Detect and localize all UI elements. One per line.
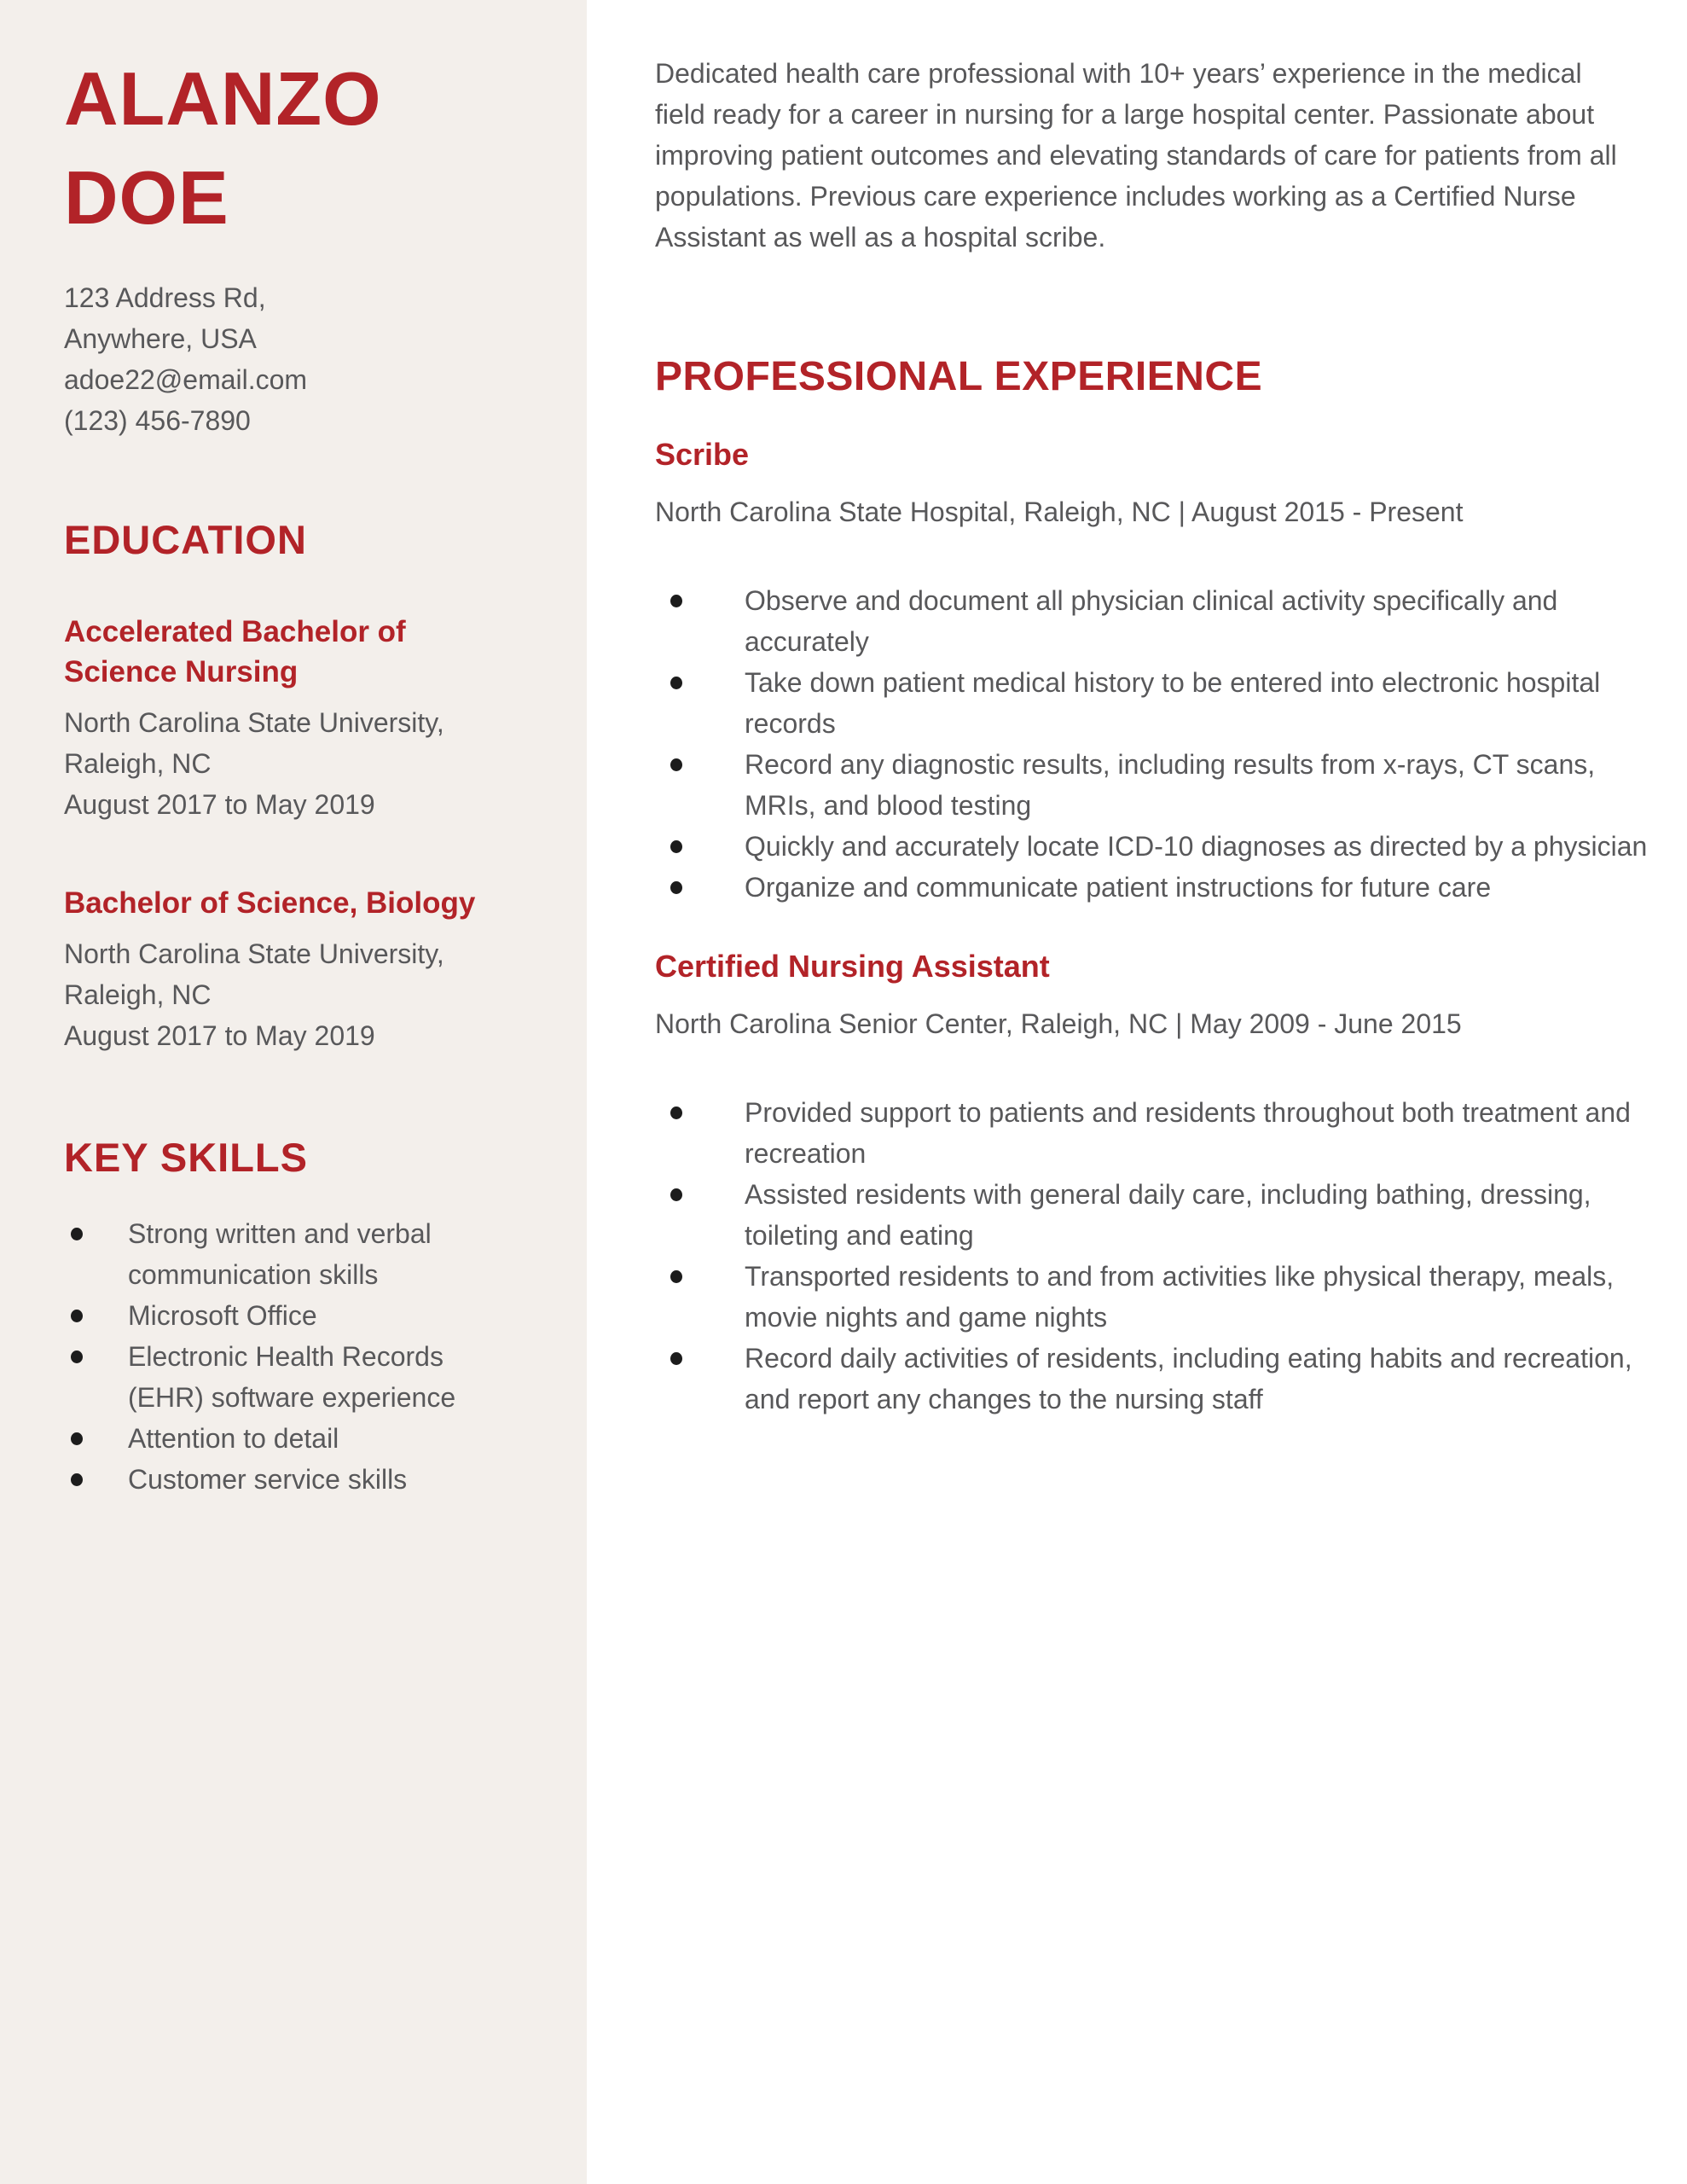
skill-text: Attention to detail — [128, 1423, 339, 1454]
education-dates: August 2017 to May 2019 — [64, 789, 375, 820]
contact-block — [64, 277, 540, 441]
school-name: North Carolina State University, — [64, 938, 444, 969]
list-item — [64, 1459, 495, 1500]
key-skills-heading: KEY SKILLS — [64, 1135, 308, 1180]
job-company-dates: North Carolina State Hospital, Raleigh, NC | August 2015 - Present — [655, 497, 1464, 527]
address-line-1: 123 Address Rd, — [64, 282, 266, 313]
education-dates: August 2017 to May 2019 — [64, 1020, 375, 1051]
duty-text: Record any diagnostic results, including results from x-rays, CT scans, MRIs, and blood testing — [745, 749, 1596, 821]
education-details — [64, 702, 540, 825]
job-company-dates: North Carolina Senior Center, Raleigh, NC | May 2009 - June 2015 — [655, 1008, 1462, 1039]
degree-title: Accelerated Bachelor of Science Nursing — [64, 615, 406, 688]
email-text: adoe22@email.com — [64, 364, 308, 395]
list-item — [655, 580, 1653, 662]
sidebar — [0, 0, 587, 2184]
duty-text: Record daily activities of residents, including eating habits and recreation, and report any changes to the nursing staff — [745, 1343, 1632, 1414]
duty-text: Take down patient medical history to be entered into electronic hospital records — [745, 667, 1601, 739]
bullet-dot-icon — [670, 1352, 682, 1365]
duty-text: Provided support to patients and residents throughout both treatment and recreation — [745, 1097, 1631, 1169]
bullet-dot-icon — [670, 840, 682, 853]
education-entry — [64, 612, 540, 825]
job-duty-list — [655, 580, 1653, 908]
professional-summary: Dedicated health care professional with 10+ years’ experience in the medical field ready for a career in nursing for a large hospital center. Passionate about improving patient outcomes and elevating standards of care for patients from all populations. Previous care experience includes working as a Certified Nurse Assistant as well as a hospital scribe. — [655, 58, 1617, 253]
list-item — [655, 867, 1653, 908]
list-item — [655, 662, 1653, 744]
job-entry — [655, 947, 1653, 1420]
list-item — [64, 1418, 495, 1459]
bullet-dot-icon — [670, 758, 682, 771]
duty-text: Observe and document all physician clinical activity specifically and accurately — [745, 585, 1558, 657]
candidate-name: ALANZO DOE — [64, 56, 382, 240]
list-item — [64, 1295, 495, 1336]
list-item — [655, 1174, 1653, 1256]
bullet-dot-icon — [670, 1107, 682, 1119]
address-line-2: Anywhere, USA — [64, 323, 257, 354]
school-location: Raleigh, NC — [64, 748, 212, 779]
bullet-dot-icon — [71, 1310, 83, 1322]
bullet-dot-icon — [670, 881, 682, 894]
job-title: Certified Nursing Assistant — [655, 949, 1050, 984]
duty-text: Organize and communicate patient instructions for future care — [745, 872, 1492, 903]
degree-title: Bachelor of Science, Biology — [64, 886, 476, 920]
bullet-dot-icon — [71, 1473, 83, 1486]
duty-text: Transported residents to and from activities like physical therapy, meals, movie nights and game nights — [745, 1261, 1615, 1333]
bullet-dot-icon — [670, 1270, 682, 1283]
bullet-dot-icon — [71, 1432, 83, 1445]
bullet-dot-icon — [670, 677, 682, 689]
education-heading: EDUCATION — [64, 517, 307, 562]
duty-text: Quickly and accurately locate ICD-10 diagnoses as directed by a physician — [745, 831, 1648, 862]
list-item — [64, 1213, 495, 1295]
key-skills-list — [64, 1213, 540, 1500]
list-item — [64, 1336, 495, 1418]
skill-text: Microsoft Office — [128, 1300, 317, 1331]
skill-text: Customer service skills — [128, 1464, 408, 1495]
bullet-dot-icon — [71, 1350, 83, 1363]
main-column — [587, 0, 1687, 2184]
list-item — [655, 744, 1653, 826]
bullet-dot-icon — [71, 1228, 83, 1240]
skill-text: Electronic Health Records (EHR) software experience — [128, 1341, 456, 1413]
job-entry — [655, 435, 1653, 908]
list-item — [655, 1092, 1653, 1174]
bullet-dot-icon — [670, 1188, 682, 1201]
experience-heading: PROFESSIONAL EXPERIENCE — [655, 354, 1263, 399]
education-entry — [64, 883, 540, 1056]
bullet-dot-icon — [670, 595, 682, 607]
list-item — [655, 1338, 1653, 1420]
phone-text: (123) 456-7890 — [64, 405, 251, 436]
job-duty-list — [655, 1092, 1653, 1420]
list-item — [655, 826, 1653, 867]
school-location: Raleigh, NC — [64, 979, 212, 1010]
duty-text: Assisted residents with general daily care, including bathing, dressing, toileting and eating — [745, 1179, 1591, 1251]
skill-text: Strong written and verbal communication skills — [128, 1218, 432, 1290]
school-name: North Carolina State University, — [64, 707, 444, 738]
list-item — [655, 1256, 1653, 1338]
job-title: Scribe — [655, 437, 750, 472]
education-details — [64, 933, 540, 1056]
